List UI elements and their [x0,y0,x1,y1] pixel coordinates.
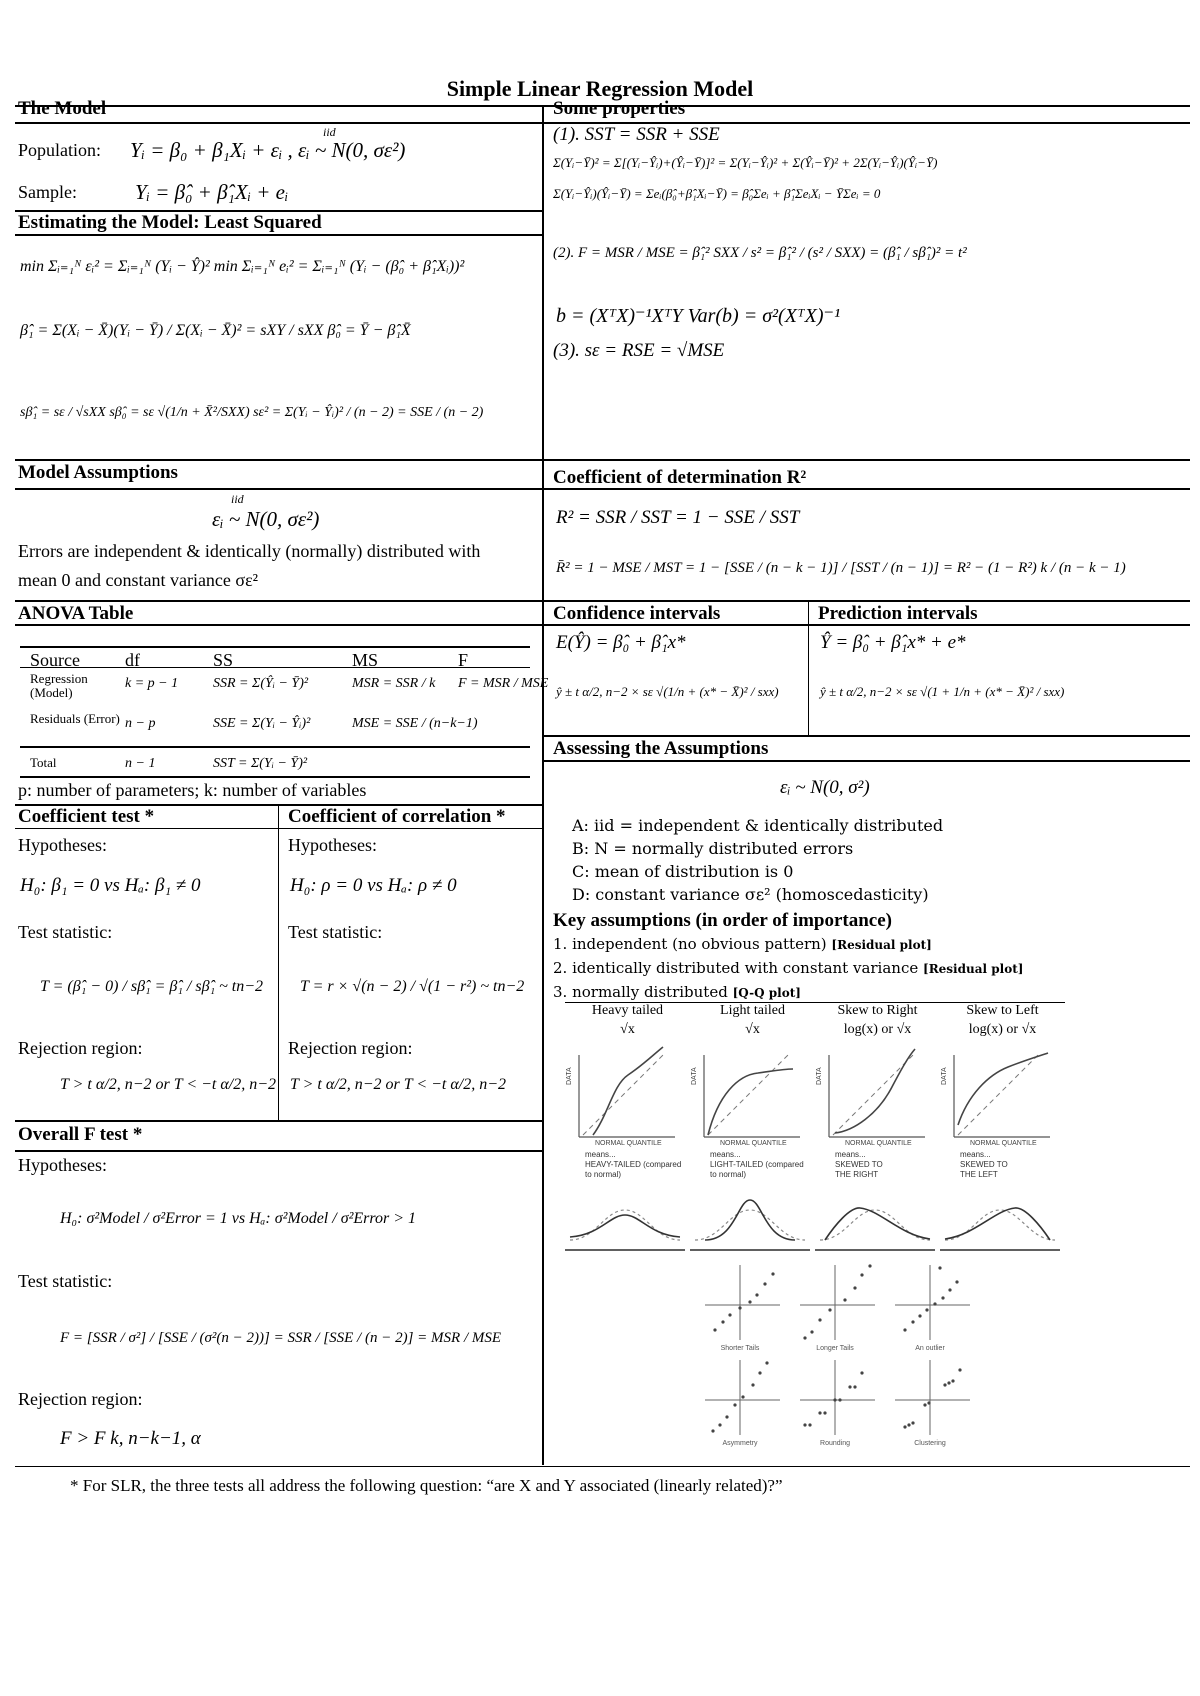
qq-transform-heavy: √x [620,1022,635,1037]
residual-point [818,1318,821,1321]
residual-point [911,1421,914,1424]
residual-point [843,1298,846,1301]
confidence-heading: Confidence intervals [553,603,721,624]
prediction-heading: Prediction intervals [818,603,978,624]
residual-caption: Asymmetry [722,1440,758,1447]
qq-axis-x-label: NORMAL QUANTILE [595,1140,662,1147]
corr-rejection: T > t α/2, n−2 or T < −t α/2, n−2 [290,1076,507,1093]
residual-point [951,1379,954,1382]
qq-caption-line: THE LEFT [960,1170,998,1179]
anova-col-1: df [125,650,140,670]
anova-cell: SSE = Σ(Yᵢ − Ŷᵢ)² [213,716,311,731]
qq-caption-line: SKEWED TO [960,1160,1008,1169]
rule-ci [808,600,809,735]
residual-point [833,1398,836,1401]
coef-hyp-label: Hypotheses: [18,835,107,855]
property-3: (3). sε = RSE = √MSE [553,340,725,361]
rule-assess2 [544,760,1190,762]
anova-cell: MSR = SSR / k [352,676,436,691]
qq-axis-y-label: DATA [691,1067,698,1085]
anova-note: p: number of parameters; k: number of variables [18,780,367,800]
corr-statistic: T = r × √(n − 2) / √(1 − r²) ~ tn−2 [300,978,525,995]
corr-hyp-label: Hypotheses: [288,835,377,855]
anova-cell: n − p [125,716,156,731]
residual-point [818,1411,821,1414]
population-label: Population: [18,140,102,160]
rule-anova [15,600,1190,602]
residual-point [763,1282,766,1285]
sample-label: Sample: [18,182,77,202]
anova-col-0: Source [30,650,80,670]
data-density [570,1215,680,1237]
confidence-equation-1: E(Ŷ) = β̂₀ + β̂₁x* [556,632,686,653]
residual-point [823,1411,826,1414]
anova-rule-top [20,646,530,648]
residual-point [713,1328,716,1331]
assessing-item-b: B: N = normally distributed errors [572,839,854,858]
residual-point [838,1398,841,1401]
residual-point [941,1296,944,1299]
residual-point [803,1423,806,1426]
anova-cell: F = MSR / MSE [458,676,549,691]
residual-point [868,1264,871,1267]
properties-heading: Some properties [553,98,686,119]
key-item-2-tag: [Residual plot] [923,962,1024,976]
residual-caption: Longer Tails [816,1345,854,1352]
residual-point [903,1328,906,1331]
residual-point [718,1423,721,1426]
key-item-2 [553,957,1023,981]
qq-reference-line [958,1053,1040,1135]
qq-caption-line: means... [835,1150,866,1159]
qq-data-curve [593,1047,663,1135]
residual-point [853,1286,856,1289]
ftest-hypotheses: H₀: σ²Model / σ²Error = 1 vs Hₐ: σ²Model / σ²Error > 1 [60,1210,417,1227]
anova-col-3: MS [352,650,379,670]
residual-plot-2 [885,1260,975,1352]
residual-point [848,1385,851,1388]
qq-reference-line [583,1053,665,1135]
qq-header-skew-left: Skew to Left [966,1003,1039,1018]
residual-point [958,1368,961,1371]
matrix-equation: b = (XᵀX)⁻¹XᵀY Var(b) = σ²(XᵀX)⁻¹ [556,305,841,327]
rule-bottom [15,1466,1190,1467]
property-1: (1). SST = SSR + SSE [553,124,720,145]
anova-cell: k = p − 1 [125,676,179,691]
qq-reference-line [708,1053,790,1135]
residual-point [810,1330,813,1333]
residual-point [853,1385,856,1388]
anova-cell: MSE = SSE / (n−k−1) [352,716,478,731]
key-item-1-tag: [Residual plot] [831,938,932,952]
property-2: (2). F = MSR / MSE = β̂₁² SXX / s² = β̂₁² / (s² / SXX) = (β̂₁ / sβ̂₁)² = t² [553,245,967,261]
residual-point [755,1293,758,1296]
prediction-equation-2: ŷ ± t α/2, n−2 × sε √(1 + 1/n + (x* − X̄)² / sxx) [820,684,1065,699]
rule-center [542,105,544,1465]
standard-error-equation: sβ̂₁ = sε / √sXX sβ̂₀ = sε √(1/n + X̄²/SXX) sε² = Σ(Yᵢ − Ŷᵢ)² / (n − 2) = SSE / (n − 2) [20,405,484,420]
data-density [825,1208,930,1240]
qq-caption-line: HEAVY-TAILED (compared [585,1160,682,1169]
residual-plot-5 [885,1355,975,1447]
anova-col-2: SS [213,650,234,670]
residual-plot-3 [695,1355,785,1447]
coef-stat-label: Test statistic: [18,922,113,942]
residual-point [758,1371,761,1374]
qq-transform-skew-right: log(x) or √x [843,1022,912,1037]
qq-header-light: Light tailed [720,1003,785,1018]
key-item-3-text: 3. normally distributed [553,983,728,1001]
key-item-3-tag: [Q-Q plot] [732,986,801,1000]
residual-point [933,1302,936,1305]
residual-point [911,1320,914,1323]
assessing-items [572,814,943,906]
residual-plot-1 [790,1260,880,1352]
residual-point [955,1280,958,1283]
estimating-heading: Estimating the Model: Least Squared [18,212,322,233]
residual-caption: Shorter Tails [720,1345,760,1352]
qq-caption-line: to normal) [710,1170,747,1179]
assessing-item-a: A: iid = independent & identically distributed [572,816,944,835]
population-equation: Yᵢ = β₀ + β₁Xᵢ + εᵢ , εᵢ ~ N(0, σε²) [130,138,406,162]
assumptions-heading: Model Assumptions [18,462,178,483]
corr-hypotheses: H₀: ρ = 0 vs Hₐ: ρ ≠ 0 [290,875,457,896]
qq-transform-skew-left: log(x) or √x [968,1022,1037,1037]
assessing-heading: Assessing the Assumptions [553,738,769,759]
ftest-rejection: F > F k, n−k−1, α [60,1428,201,1449]
sample-equation: Yᵢ = β̂₀ + β̂₁Xᵢ + eᵢ [135,180,289,204]
qq-caption-line: THE RIGHT [835,1170,879,1179]
qq-transform-light: √x [745,1022,760,1037]
adjusted-r2-equation: R̄² = 1 − MSE / MST = 1 − [SSE / (n − k − 1)] / [SST / (n − 1)] = R² − (1 − R²) k / (n − k − 1) [556,560,1126,576]
rule-ftest2 [15,1150,542,1152]
rule-assess [544,735,1190,737]
property-1-expansion: Σ(Yᵢ−Ȳ)² = Σ[(Yᵢ−Ŷᵢ)+(Ŷᵢ−Ȳ)]² = Σ(Yᵢ−Ŷᵢ)² + Σ(Ŷᵢ−Ȳ)² + 2Σ(Yᵢ−Ŷᵢ)(Ŷᵢ−Ȳ) [553,155,938,170]
qq-plot-0 [565,1045,690,1265]
residual-point [943,1383,946,1386]
residual-point [765,1361,768,1364]
qq-plot-2 [815,1045,940,1265]
coef-rejection: T > t α/2, n−2 or T < −t α/2, n−2 [60,1076,277,1093]
residual-point [748,1300,751,1303]
anova-cell: Total [30,755,57,770]
coef-rej-label: Rejection region: [18,1038,143,1058]
qq-axis-y-label: DATA [566,1067,573,1085]
qq-data-curve [958,1053,1048,1125]
assessing-equation: εᵢ ~ N(0, σ²) [780,777,870,798]
key-item-1 [553,933,1023,957]
model-heading: The Model [18,98,107,119]
rule-est [15,234,542,236]
anova-rule-head [20,667,530,668]
residual-point [903,1425,906,1428]
assumption-iid: iid [231,492,244,506]
page-title: Simple Linear Regression Model [446,76,754,101]
residual-point [948,1288,951,1291]
qq-data-curve [708,1069,793,1135]
residual-point [771,1272,774,1275]
coef-statistic: T = (β̂₁ − 0) / sβ̂₁ = β̂₁ / sβ̂₁ ~ tn−2 [40,978,264,995]
qq-caption-line: means... [710,1150,741,1159]
anova-cell: SSR = Σ(Ŷᵢ − Ȳ)² [213,676,309,691]
ftest-statistic: F = [SSR / σ²] / [SSE / (σ²(n − 2))] = SSR / [SSE / (n − 2)] = MSR / MSE [60,1330,502,1346]
residual-point [733,1403,736,1406]
population-iid: iid [323,125,336,139]
residual-point [808,1423,811,1426]
anova-cell: SST = Σ(Yᵢ − Ȳ)² [213,756,308,771]
qq-plot-3 [940,1045,1065,1265]
data-density [705,1200,795,1240]
qq-caption-line: LIGHT-TAILED (compared [710,1160,804,1169]
anova-rule-total [20,746,530,748]
key-assumptions-list [553,933,1023,1005]
qq-axis-x-label: NORMAL QUANTILE [845,1140,912,1147]
property-1-crossterm: Σ(Yᵢ−Ŷᵢ)(Ŷᵢ−Ȳ) = Σeᵢ(β̂₀+β̂₁Xᵢ−Ȳ) = β̂₀Σeᵢ + β̂₁ΣeᵢXᵢ − ȲΣeᵢ = 0 [553,186,881,201]
corr-stat-label: Test statistic: [288,922,383,942]
qq-header-skew-right: Skew to Right [837,1003,918,1018]
key-item-2-text: 2. identically distributed with constant variance [553,959,919,977]
rule-coef-split [278,804,279,1120]
ftest-rej-label: Rejection region: [18,1389,143,1409]
qq-reference-line [833,1053,915,1135]
qq-axis-x-label: NORMAL QUANTILE [970,1140,1037,1147]
r2-heading: Coefficient of determination R² [553,467,807,488]
assumption-text-2: mean 0 and constant variance σε² [18,570,259,590]
qq-axis-x-label: NORMAL QUANTILE [720,1140,787,1147]
qq-axis-y-label: DATA [816,1067,823,1085]
residual-point [927,1401,930,1404]
qq-caption-line: means... [960,1150,991,1159]
coef-hypotheses: H₀: β₁ = 0 vs Hₐ: β₁ ≠ 0 [20,875,201,896]
ftest-stat-label: Test statistic: [18,1271,113,1291]
data-density [945,1208,1050,1240]
corr-rej-label: Rejection region: [288,1038,413,1058]
residual-caption: Rounding [820,1440,850,1447]
anova-cell: Residuals (Error) [30,711,120,726]
residual-point [918,1314,921,1317]
least-squares-equation: min Σᵢ₌₁ᴺ εᵢ² = Σᵢ₌₁ᴺ (Yᵢ − Ŷ)² min Σᵢ₌₁ᴺ eᵢ² = Σᵢ₌₁ᴺ (Yᵢ − (β̂₀ + β̂₁Xᵢ))² [20,258,465,275]
qq-caption-line: to normal) [585,1170,622,1179]
residual-point [923,1403,926,1406]
anova-rule-bottom [20,776,530,778]
prediction-equation-1: Ŷ = β̂₀ + β̂₁x* + e* [820,632,966,653]
residual-point [938,1266,941,1269]
corr-test-heading: Coefficient of correlation * [288,806,506,827]
residual-plot-4 [790,1355,880,1447]
residual-point [860,1371,863,1374]
qq-header-heavy: Heavy tailed [591,1003,664,1018]
residual-point [738,1306,741,1309]
footnote: * For SLR, the three tests all address the following question: “are X and Y associated (linearly related)?” [70,1476,783,1495]
residual-point [828,1308,831,1311]
beta-estimate-equation: β̂₁ = Σ(Xᵢ − X̄)(Yᵢ − Ȳ) / Σ(Xᵢ − X̄)² = sXY / sXX β̂₀ = Ȳ − β̂₁X̄ [20,322,411,339]
rule-ftest [15,1120,542,1122]
residual-point [947,1381,950,1384]
qq-plot-1 [690,1045,815,1265]
qq-caption-line: SKEWED TO [835,1160,883,1169]
ftest-hyp-label: Hypotheses: [18,1155,107,1175]
r2-equation: R² = SSR / SST = 1 − SSE / SST [556,507,800,528]
residual-point [907,1423,910,1426]
coef-test-heading: Coefficient test * [18,806,155,827]
qq-axis-y-label: DATA [941,1067,948,1085]
anova-cell: Regression (Model) [30,671,88,700]
assumption-equation: εᵢ ~ N(0, σε²) [212,507,320,531]
ftest-heading: Overall F test * [18,1124,143,1145]
qq-caption-line: means... [585,1150,616,1159]
normal-density [695,1210,805,1240]
residual-point [721,1320,724,1323]
assessing-item-c: C: mean of distribution is 0 [572,862,794,881]
residual-point [860,1273,863,1276]
key-item-1-text: 1. independent (no obvious pattern) [553,935,827,953]
residual-point [751,1383,754,1386]
residual-point [803,1336,806,1339]
assessing-item-d: D: constant variance σε² (homoscedasticity) [572,885,929,904]
residual-point [711,1429,714,1432]
anova-heading: ANOVA Table [18,603,134,624]
key-assumptions-heading: Key assumptions (in order of importance) [553,910,892,931]
confidence-equation-2: ŷ ± t α/2, n−2 × sε √(1/n + (x* − X̄)² / sxx) [556,684,779,699]
rule-assump [15,459,1190,461]
residual-caption: Clustering [914,1440,946,1447]
anova-cell: n − 1 [125,756,156,771]
residual-point [725,1415,728,1418]
residual-point [925,1308,928,1311]
residual-point [728,1313,731,1316]
residual-plot-0 [695,1260,785,1352]
assumption-text-1: Errors are independent & identically (normally) distributed with [18,541,481,561]
residual-caption: An outlier [915,1345,945,1352]
anova-col-4: F [458,650,469,670]
residual-point [741,1395,744,1398]
